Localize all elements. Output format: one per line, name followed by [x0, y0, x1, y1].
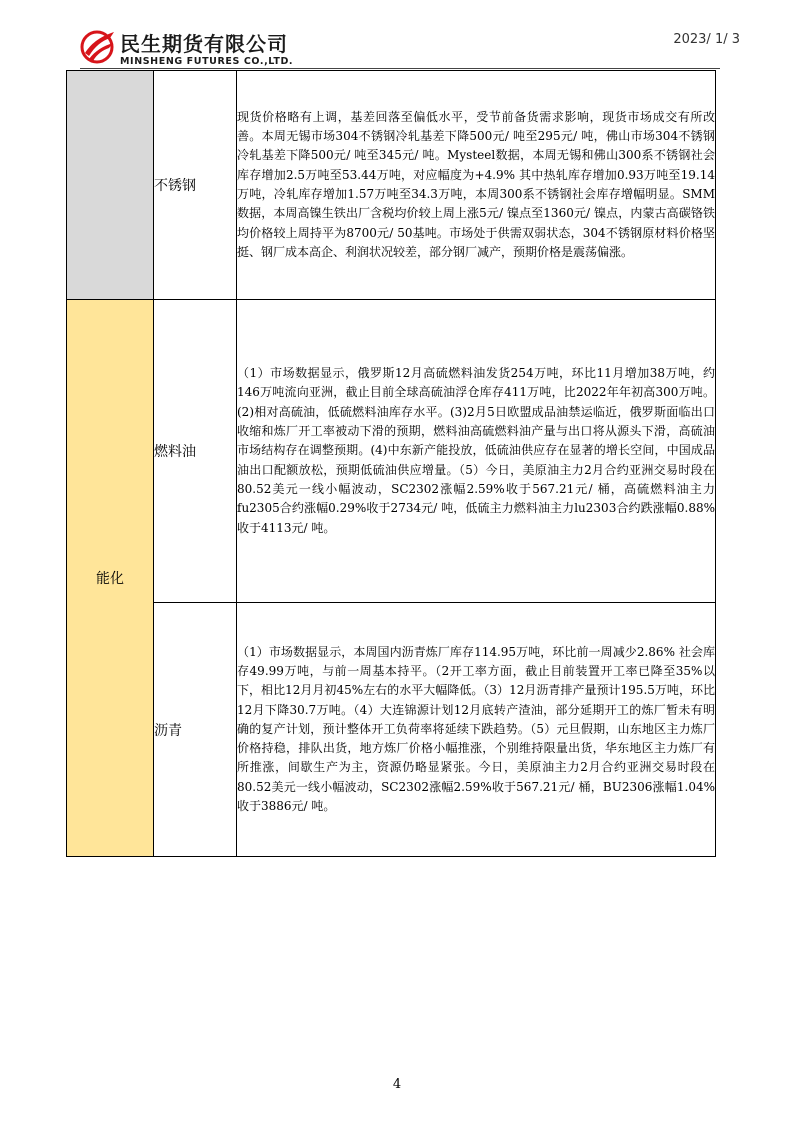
analysis-text: （1）市场数据显示，本周国内沥青炼厂库存114.95万吨，环比前一周减少2.86% 社会库存49.99万吨，与前一周基本持平。（2开工率方面，截止目前装置开工率已降至35%以下，相比12月月初45%左右的水平大幅降低。（3）12月沥青排产量预计195.5万吨，环比12月下降30.7万吨。（4）大连锦源计划12月底转产渣油，部分延期开工的炼厂暂未有明确的复产计划，预计整体开工负荷率将延续下跌趋势。（5）元旦假期，山东地区主力炼厂价格持稳，排队出货，地方炼厂价格小幅推涨，个别维持限量出货，华东地区主力炼厂有所推涨，间歇生产为主，资源仍略显紧张。今日，美原油主力2月合约亚洲交易时段在80.52美元一线小幅波动，SC2302涨幅2.59%收于567.21元/ 桶，BU2306涨幅1.04%收于3886元/ 吨。 — [237, 603, 716, 857]
category-cell-empty — [67, 71, 154, 300]
product-cell: 燃料油 — [154, 300, 237, 603]
table-row — [67, 603, 716, 857]
company-logo-icon — [80, 26, 116, 66]
page-number: 4 — [392, 1077, 402, 1092]
company-name-en: MINSHENG FUTURES CO.,LTD. — [120, 56, 294, 67]
product-cell: 不锈钢 — [154, 71, 237, 300]
table-row — [67, 71, 716, 300]
header-divider — [80, 68, 720, 69]
report-date: 2023/ 1/ 3 — [673, 32, 740, 47]
table-row — [67, 300, 716, 603]
product-cell: 沥青 — [154, 603, 237, 857]
company-name-cn: 民生期货有限公司 — [120, 32, 288, 56]
category-cell: 能化 — [67, 300, 154, 857]
analysis-text: 现货价格略有上调，基差回落至偏低水平，受节前备货需求影响，现货市场成交有所改善。本周无锡市场304不锈钢冷轧基差下降500元/ 吨至295元/ 吨，佛山市场304不锈钢冷轧基差下降500元/ 吨至345元/ 吨。Mysteel数据，本周无锡和佛山300系不锈钢社会库存增加2.5万吨至53.44万吨，对应幅度为+4.9% 其中热轧库存增加0.93万吨至19.14万吨，冷轧库存增加1.57万吨至34.3万吨，本周300系不锈钢社会库存增幅明显。SMM数据，本周高镍生铁出厂含税均价较上周上涨5元/ 镍点至1360元/ 镍点，内蒙古高碳铬铁均价格较上周持平为8700元/ 50基吨。市场处于供需双弱状态，304不锈钢原材料价格坚挺、钢厂成本高企、利润状况较差，部分钢厂减产，预期价格是震荡偏涨。 — [237, 71, 716, 300]
commodity-table — [66, 70, 716, 857]
analysis-text: （1）市场数据显示，俄罗斯12月高硫燃料油发货254万吨，环比11月增加38万吨，约146万吨流向亚洲，截止目前全球高硫油浮仓库存411万吨，比2022年年初高300万吨。(2)相对高硫油，低硫燃料油库存水平。(3)2月5日欧盟成品油禁运临近，俄罗斯面临出口收缩和炼厂开工率被动下滑的预期，燃料油高硫燃料油产量与出口将从源头下滑，高硫油市场结构存在调整预期。(4)中东新产能投放，低硫油供应存在显著的增长空间，中国成品油出口配额放松，预期低硫油供应增量。（5）今日，美原油主力2月合约亚洲交易时段在80.52美元一线小幅波动，SC2302涨幅2.59%收于567.21元/ 桶，高硫燃料油主力fu2305合约涨幅0.29%收于2734元/ 吨，低硫主力燃料油主力lu2303合约跌涨幅0.88%收于4113元/ 吨。 — [237, 300, 716, 603]
